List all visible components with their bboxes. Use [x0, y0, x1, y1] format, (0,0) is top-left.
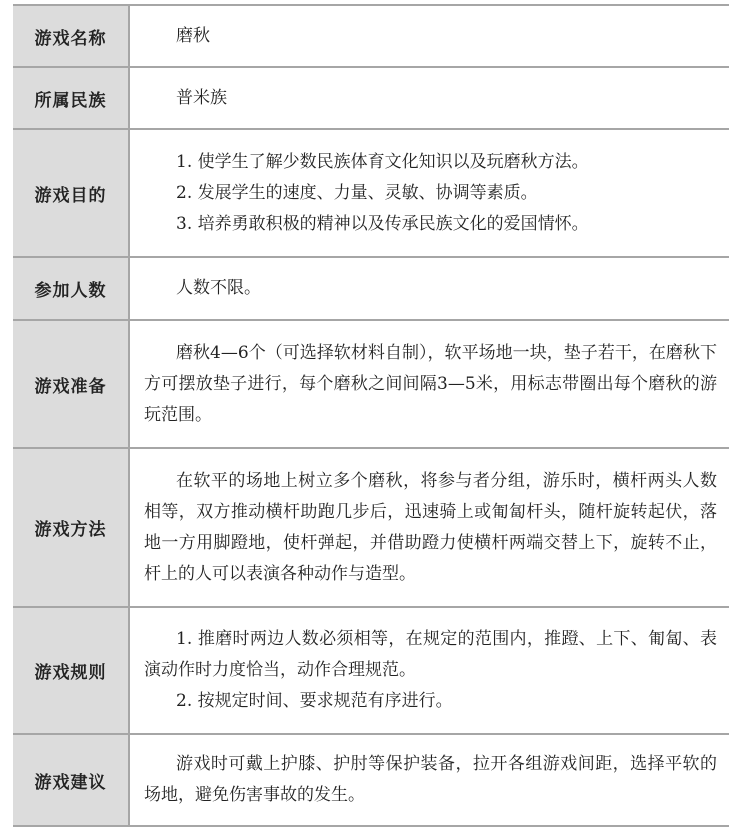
- ethnic-group-value: 普米族: [176, 87, 227, 108]
- content-cell: [130, 258, 729, 319]
- content-cell: [130, 68, 729, 128]
- content-cell: [130, 6, 729, 66]
- content-cell: [130, 735, 729, 825]
- label-preparation: 游戏准备: [34, 376, 107, 397]
- label-cell: [13, 130, 130, 256]
- label-cell: [13, 68, 130, 128]
- rule-item: 2. 按规定时间、要求规范有序进行。: [176, 691, 453, 711]
- label-method: 游戏方法: [34, 520, 107, 540]
- label-cell: [13, 258, 130, 319]
- label-cell: [13, 608, 130, 733]
- label-rules: 游戏规则: [34, 663, 107, 683]
- row-ethnic-group: [13, 68, 729, 130]
- row-participants: [13, 258, 729, 321]
- preparation-text: 磨秋4—6个（可选择软材料自制），软平场地一块，垫子若干，在磨秋下方可摆放垫子进行，每个磨秋之间间隔3—5米，用标志带圈出每个磨秋的游玩范围。: [144, 342, 717, 425]
- label-game-name: 游戏名称: [34, 28, 107, 49]
- suggestions-text: 游戏时可戴上护膝、护肘等保护装备，拉开各组游戏间距，选择平软的场地，避免伤害事故的发生。: [144, 754, 717, 805]
- rule-item: 1. 推磨时两边人数必须相等，在规定的范围内，推蹬、上下、匍匐、表演动作时力度恰当，动作合理规范。: [144, 629, 717, 680]
- row-game-name: [13, 6, 729, 68]
- content-cell: [130, 449, 729, 606]
- content-cell: [130, 130, 729, 256]
- purpose-item: 3. 培养勇敢积极的精神以及传承民族文化的爱国情怀。: [176, 213, 589, 234]
- row-method: [13, 449, 729, 608]
- row-game-purpose: [13, 130, 729, 258]
- label-ethnic-group: 所属民族: [34, 90, 107, 111]
- row-rules: [13, 608, 729, 735]
- row-suggestions: [13, 735, 729, 827]
- label-cell: [13, 321, 130, 447]
- game-info-table: [13, 4, 729, 827]
- label-cell: [13, 735, 130, 825]
- content-cell: [130, 608, 729, 733]
- row-preparation: [13, 321, 729, 449]
- purpose-item: 1. 使学生了解少数民族体育文化知识以及玩磨秋方法。: [176, 151, 589, 172]
- label-cell: [13, 6, 130, 66]
- method-text: 在软平的场地上树立多个磨秋，将参与者分组，游乐时，横杆两头人数相等，双方推动横杆助跑几步后，迅速骑上或匍匐杆头，随杆旋转起伏，落地一方用脚蹬地，使杆弹起，并借助蹬力使横杆两端交替上下，旋转不止，杆上的人可以表演各种动作与造型。: [144, 470, 717, 584]
- label-suggestions: 游戏建议: [34, 772, 107, 793]
- purpose-item: 2. 发展学生的速度、力量、灵敏、协调等素质。: [176, 182, 538, 203]
- label-participants: 参加人数: [34, 281, 107, 301]
- content-cell: [130, 321, 729, 447]
- label-game-purpose: 游戏目的: [34, 185, 107, 206]
- game-name-value: 磨秋: [176, 25, 210, 46]
- label-cell: [13, 449, 130, 606]
- participants-value: 人数不限。: [176, 278, 261, 298]
